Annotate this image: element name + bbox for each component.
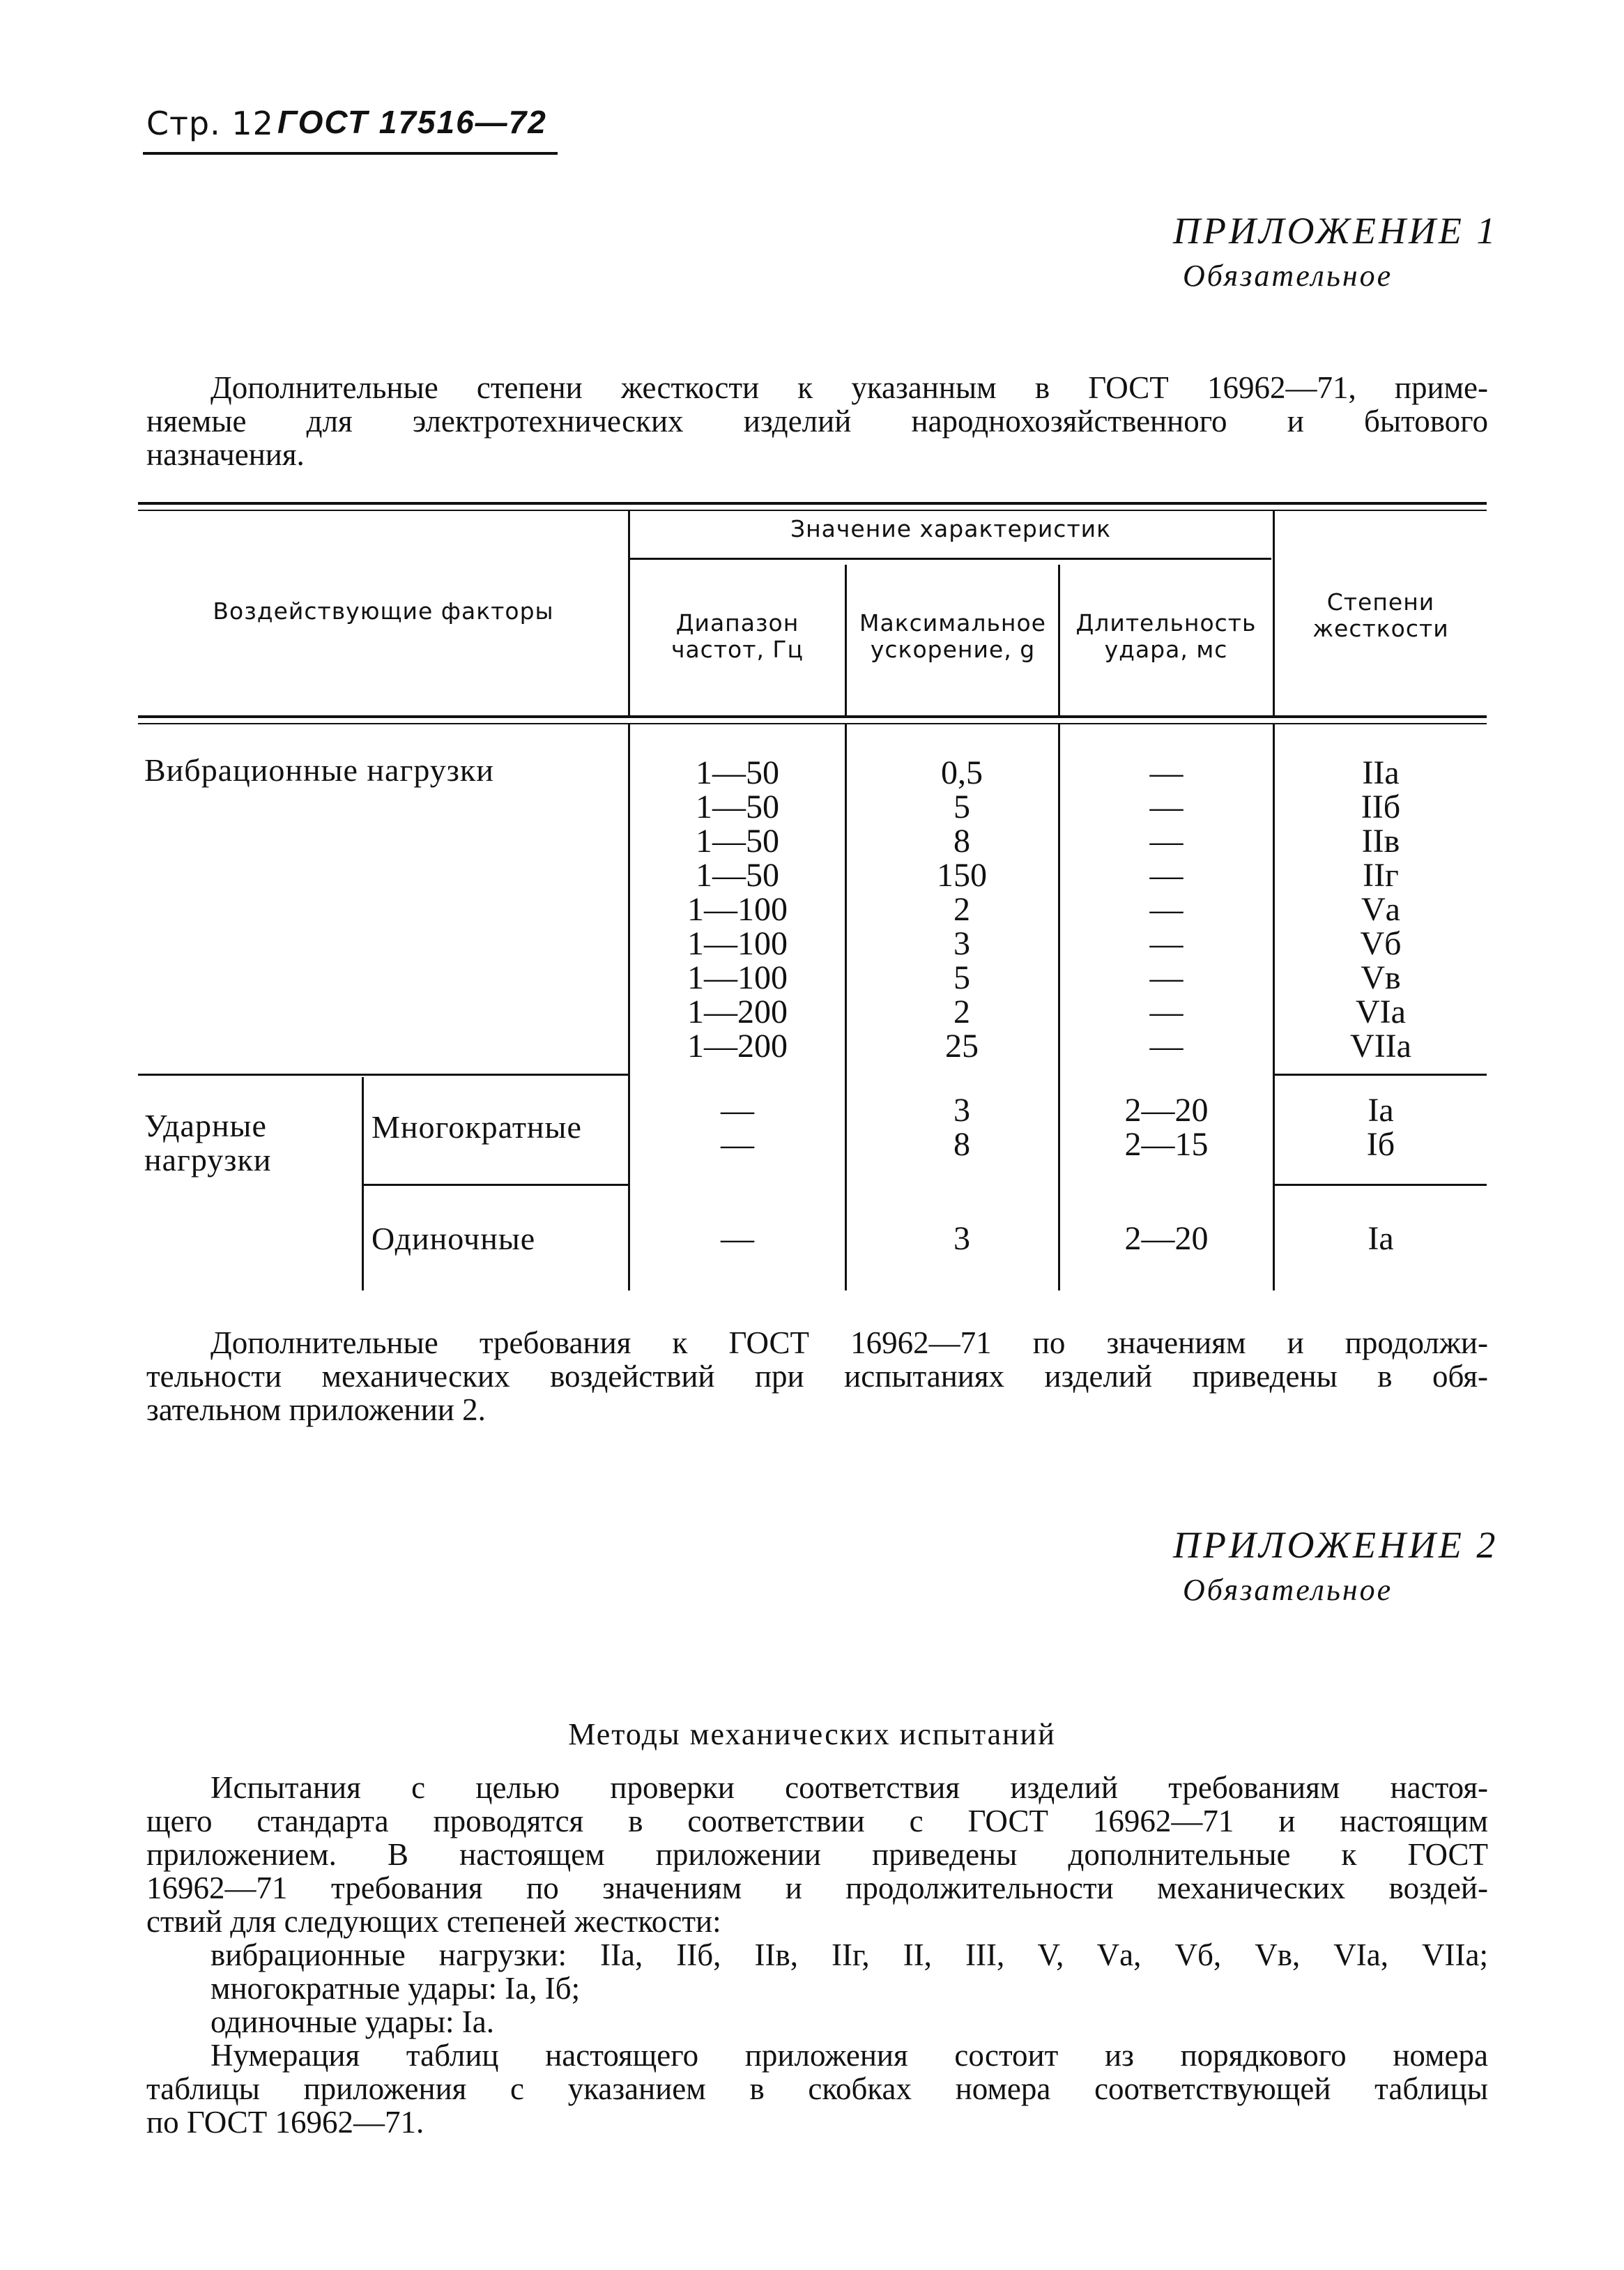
header-degrees-line: жесткости bbox=[1312, 615, 1449, 642]
vibration-duration-col bbox=[1060, 756, 1273, 1063]
duration-cell: 2—20 bbox=[1124, 1092, 1209, 1129]
accel-cell: 150 bbox=[937, 857, 987, 894]
row-rule bbox=[364, 1184, 628, 1186]
degree-cell: Vа bbox=[1361, 891, 1400, 928]
intro-line: Дополнительные степени жесткости к указанным в ГОСТ 16962—71, приме- bbox=[210, 370, 1488, 405]
multiple-label: Многократные bbox=[371, 1109, 582, 1145]
page-label: Стр. 12 bbox=[146, 105, 274, 142]
multiple-duration-col bbox=[1060, 1093, 1273, 1161]
single-degree-col bbox=[1275, 1221, 1487, 1256]
freq-cell: 1—100 bbox=[687, 891, 788, 928]
vibration-label: Вибрационные нагрузки bbox=[144, 752, 494, 788]
freq-cell: 1—100 bbox=[687, 925, 788, 962]
paragraph-line: ствий для следующих степеней жесткости: bbox=[146, 1904, 721, 1939]
paragraph-line: Испытания с целью проверки соответствия изделий требованиям настоя- bbox=[210, 1770, 1488, 1805]
degree-cell: VIа bbox=[1356, 993, 1406, 1030]
header-freq bbox=[630, 610, 845, 663]
row-rule bbox=[1275, 1074, 1487, 1076]
intro-line: няемые для электротехнических изделий народнохозяйственного и бытового bbox=[146, 404, 1488, 439]
group-rule bbox=[630, 558, 1271, 560]
degree-cell: Iа bbox=[1368, 1092, 1394, 1129]
header-freq-line: частот, Гц bbox=[671, 636, 804, 663]
list-line: многократные удары: Iа, Iб; bbox=[210, 1971, 581, 2006]
duration-cell: — bbox=[1149, 993, 1183, 1030]
degree-cell: Iа bbox=[1368, 1220, 1394, 1257]
multiple-freq-col bbox=[630, 1093, 845, 1161]
multiple-degree-col bbox=[1275, 1093, 1487, 1161]
degree-cell: Iб bbox=[1366, 1126, 1395, 1163]
accel-cell: 5 bbox=[953, 959, 970, 996]
paragraph-line: щего стандарта проводятся в соответствии с ГОСТ 16962—71 и настоящим bbox=[146, 1804, 1488, 1838]
col-rule bbox=[845, 724, 847, 1290]
duration-cell: — bbox=[1149, 789, 1183, 825]
duration-cell: — bbox=[1149, 925, 1183, 962]
paragraph-line: тельности механических воздействий при испытаниях изделий приведены в обя- bbox=[146, 1359, 1488, 1394]
accel-cell: 0,5 bbox=[941, 754, 983, 791]
intro-line: назначения. bbox=[146, 437, 305, 472]
degree-cell: IIг bbox=[1363, 857, 1399, 894]
appendix2-subtitle: Обязательное bbox=[1183, 1573, 1393, 1607]
freq-cell: — bbox=[721, 1092, 754, 1129]
header-duration-line: удара, мс bbox=[1104, 636, 1228, 663]
accel-cell: 3 bbox=[953, 1092, 970, 1129]
freq-cell: 1—50 bbox=[696, 857, 779, 894]
numbering-line: таблицы приложения с указанием в скобках номера соответствующей таблицы bbox=[146, 2071, 1488, 2106]
duration-cell: — bbox=[1149, 823, 1183, 860]
table-top-rule bbox=[138, 502, 1487, 505]
accel-cell: 2 bbox=[953, 993, 970, 1030]
freq-cell: 1—50 bbox=[696, 823, 779, 860]
header-freq-line: Диапазон bbox=[675, 609, 799, 637]
degree-cell: IIв bbox=[1361, 823, 1400, 860]
freq-cell: 1—50 bbox=[696, 754, 779, 791]
paragraph-line: 16962—71 требования по значениям и продолжительности механических воздей- bbox=[146, 1871, 1488, 1905]
accel-cell: 5 bbox=[953, 789, 970, 825]
single-label: Одиночные bbox=[371, 1221, 536, 1256]
paragraph-line: зательном приложении 2. bbox=[146, 1392, 486, 1427]
header-accel-line: Максимальное bbox=[859, 609, 1046, 637]
standard-number: ГОСТ 17516—72 bbox=[277, 104, 547, 140]
header-degrees bbox=[1275, 589, 1487, 642]
multiple-accel-col bbox=[868, 1093, 1056, 1161]
accel-cell: 3 bbox=[953, 1220, 970, 1257]
paragraph-line: приложением. В настоящем приложении приведены дополнительные к ГОСТ bbox=[146, 1837, 1488, 1872]
header-rule bbox=[143, 152, 558, 155]
single-duration-col bbox=[1060, 1221, 1273, 1256]
appendix2-title: ПРИЛОЖЕНИЕ 2 bbox=[1173, 1524, 1499, 1566]
appendix1-title: ПРИЛОЖЕНИЕ 1 bbox=[1173, 210, 1499, 252]
vibration-accel-col bbox=[868, 756, 1056, 1063]
list-line: одиночные удары: Iа. bbox=[210, 2004, 494, 2039]
vibration-degree-col bbox=[1275, 756, 1487, 1063]
shock-label-line: Ударные bbox=[144, 1108, 267, 1143]
accel-cell: 2 bbox=[953, 891, 970, 928]
accel-cell: 8 bbox=[953, 823, 970, 860]
duration-cell: — bbox=[1149, 754, 1183, 791]
freq-cell: 1—50 bbox=[696, 789, 779, 825]
list-line: вибрационные нагрузки: IIа, IIб, IIв, IIг, II, III, V, Vа, Vб, Vв, VIа, VIIа; bbox=[210, 1937, 1488, 1972]
freq-cell: — bbox=[721, 1126, 754, 1163]
vibration-freq-col bbox=[630, 756, 845, 1063]
duration-cell: — bbox=[1149, 891, 1183, 928]
degree-cell: Vб bbox=[1360, 925, 1402, 962]
duration-cell: — bbox=[1149, 857, 1183, 894]
numbering-line: Нумерация таблиц настоящего приложения состоит из порядкового номера bbox=[210, 2038, 1488, 2073]
duration-cell: — bbox=[1149, 959, 1183, 996]
freq-cell: — bbox=[721, 1220, 754, 1257]
degree-cell: VIIа bbox=[1350, 1028, 1411, 1065]
appendix1-subtitle: Обязательное bbox=[1183, 259, 1393, 293]
section-title: Методы механических испытаний bbox=[568, 1717, 1056, 1751]
degree-cell: IIб bbox=[1361, 789, 1401, 825]
accel-cell: 3 bbox=[953, 925, 970, 962]
appendix2-paragraph bbox=[146, 1771, 1488, 2139]
freq-cell: 1—200 bbox=[687, 1028, 788, 1065]
duration-cell: — bbox=[1149, 1028, 1183, 1065]
header-values-group: Значение характеристик bbox=[790, 515, 1112, 542]
accel-cell: 8 bbox=[953, 1126, 970, 1163]
row-rule bbox=[1275, 1184, 1487, 1186]
after-table-paragraph bbox=[146, 1326, 1488, 1426]
header-accel-line: ускорение, g bbox=[870, 636, 1036, 663]
header-factors: Воздействующие факторы bbox=[213, 597, 554, 625]
header-bottom-rule bbox=[138, 723, 1487, 724]
numbering-line: по ГОСТ 16962—71. bbox=[146, 2105, 424, 2140]
degree-cell: Vв bbox=[1361, 959, 1401, 996]
freq-cell: 1—200 bbox=[687, 993, 788, 1030]
table-top-rule bbox=[138, 510, 1487, 511]
header-bottom-rule bbox=[138, 715, 1487, 718]
freq-cell: 1—100 bbox=[687, 959, 788, 996]
shock-label-line: нагрузки bbox=[144, 1142, 272, 1178]
header-duration bbox=[1059, 610, 1273, 663]
duration-cell: 2—15 bbox=[1124, 1126, 1209, 1163]
appendix1-intro bbox=[146, 371, 1488, 471]
degree-cell: IIа bbox=[1362, 754, 1400, 791]
accel-cell: 25 bbox=[945, 1028, 979, 1065]
header-degrees-line: Степени bbox=[1326, 588, 1435, 616]
duration-cell: 2—20 bbox=[1124, 1220, 1209, 1257]
header-duration-line: Длительность bbox=[1075, 609, 1257, 637]
row-rule bbox=[138, 1074, 628, 1076]
header-accel bbox=[846, 610, 1059, 663]
single-freq-col bbox=[630, 1221, 845, 1256]
shock-label bbox=[144, 1109, 271, 1177]
single-accel-col bbox=[868, 1221, 1056, 1256]
paragraph-line: Дополнительные требования к ГОСТ 16962—71 по значениям и продолжи- bbox=[210, 1325, 1488, 1360]
